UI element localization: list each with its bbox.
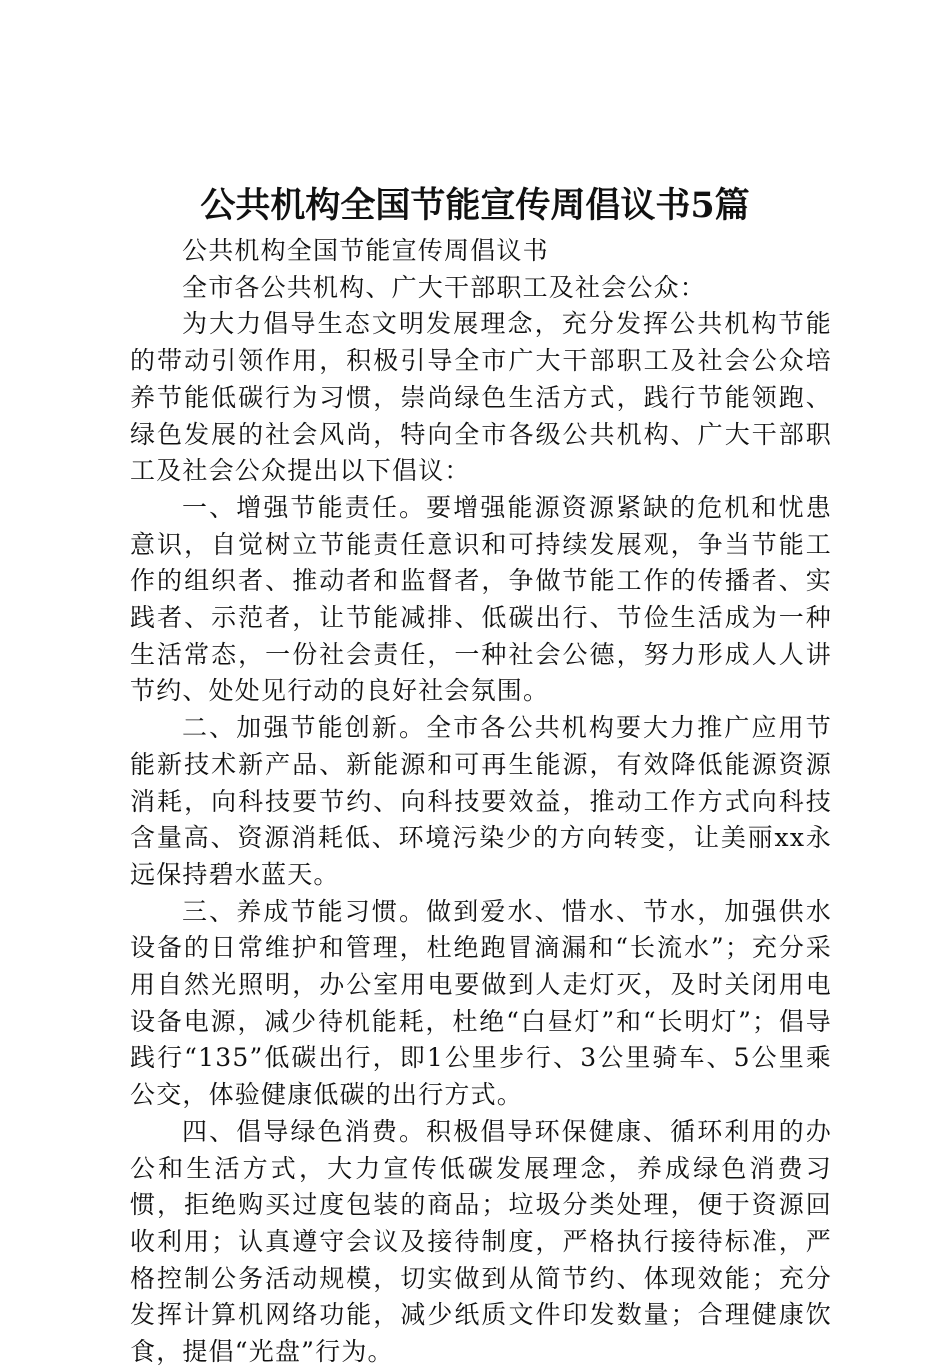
document-title: 公共机构全国节能宣传周倡议书5篇	[200, 185, 750, 226]
salutation: 全市各公共机构、广大干部职工及社会公众：	[182, 272, 707, 302]
doc-subtitle: 公共机构全国节能宣传周倡议书	[182, 236, 549, 265]
proposal-4-paragraph: 四、倡导绿色消费。积极倡导环保健康、循环利用的办公和生活方式，大力宣传低碳发展理念，养成绿色消费习惯，拒绝购买过度包装的商品；垃圾分类处理，便于资源回收利用；认真遵守会议及接待制度，严格执行接待标准，严格控制公务活动规模，切实做到从简节约、体现效能；充分发挥计算机网络功能，减少纸质文件印发数量；合理健康饮食，提倡“光盘”行为。	[130, 1116, 832, 1367]
document-body	[130, 233, 832, 1371]
intro-paragraph: 为大力倡导生态文明发展理念，充分发挥公共机构节能的带动引领作用，积极引导全市广大干部职工及社会公众培养节能低碳行为习惯，崇尚绿色生活方式，践行节能领跑、绿色发展的社会风尚，特向全市各级公共机构、广大干部职工及社会公众提出以下倡议：	[130, 309, 832, 486]
proposal-1-paragraph: 一、增强节能责任。要增强能源资源紧缺的危机和忧患意识，自觉树立节能责任意识和可持续发展观，争当节能工作的组织者、推动者和监督者，争做节能工作的传播者、实践者、示范者，让节能减排、低碳出行、节俭生活成为一种生活常态，一份社会责任，一种社会公德，努力形成人人讲节约、处处见行动的良好社会氛围。	[130, 492, 832, 706]
proposal-3-paragraph: 三、养成节能习惯。做到爱水、惜水、节水，加强供水设备的日常维护和管理，杜绝跑冒滴漏和“长流水”；充分采用自然光照明，办公室用电要做到人走灯灭，及时关闭用电设备电源，减少待机能耗，杜绝“白昼灯”和“长明灯”；倡导践行“135”低碳出行，即1公里步行、3公里骑车、5公里乘公交，体验健康低碳的出行方式。	[130, 896, 832, 1110]
proposal-2-paragraph: 二、加强节能创新。全市各公共机构要大力推广应用节能新技术新产品、新能源和可再生能源，有效降低能源资源消耗，向科技要节约、向科技要效益，推动工作方式向科技含量高、资源消耗低、环境污染少的方向转变，让美丽xx永远保持碧水蓝天。	[130, 713, 832, 889]
